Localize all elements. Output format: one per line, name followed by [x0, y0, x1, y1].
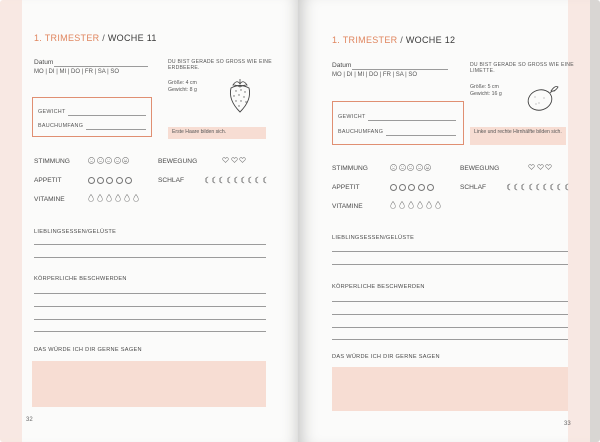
- drop-icon[interactable]: [390, 201, 396, 209]
- heart-icon[interactable]: [545, 164, 552, 170]
- week-label: WOCHE 11: [107, 33, 157, 43]
- moon-icon[interactable]: [218, 176, 224, 184]
- weekday-selector[interactable]: MO | DI | MI | DO | FR | SA | SO: [332, 72, 418, 78]
- writing-line[interactable]: [34, 306, 266, 307]
- writing-line[interactable]: [332, 301, 568, 302]
- message-label: DAS WÜRDE ICH DIR GERNE SAGEN: [34, 347, 142, 353]
- writing-line[interactable]: [332, 339, 568, 340]
- writing-line[interactable]: [332, 251, 568, 252]
- week-label: WOCHE 12: [405, 35, 456, 45]
- rating-circle[interactable]: [106, 177, 113, 184]
- sleep-label: SCHLAF: [158, 177, 185, 184]
- drop-icon[interactable]: [399, 201, 405, 209]
- rating-circle[interactable]: [97, 177, 104, 184]
- face-sad-icon[interactable]: [97, 157, 104, 164]
- movement-label: BEWEGUNG: [158, 158, 198, 165]
- writing-line[interactable]: [34, 244, 266, 245]
- drop-icon[interactable]: [426, 201, 432, 209]
- belly-label: BAUCHUMFANG: [338, 129, 384, 135]
- cravings-label: LIEBLINGSESSEN/GELÜSTE: [332, 235, 415, 241]
- moon-icon[interactable]: [520, 183, 526, 191]
- face-neutral-icon[interactable]: [407, 164, 414, 171]
- heart-icon[interactable]: [231, 157, 238, 163]
- message-box[interactable]: [332, 367, 568, 411]
- moon-icon[interactable]: [240, 176, 246, 184]
- appetite-label: APPETIT: [34, 177, 62, 184]
- rating-circle[interactable]: [390, 184, 397, 191]
- measurements-box: [32, 97, 152, 137]
- page-number: 33: [564, 421, 571, 427]
- size-comparison-text: DU BIST GERADE SO GROSS WIE EINE LIMETTE.: [470, 62, 574, 75]
- drop-icon[interactable]: [97, 194, 103, 202]
- fact-box: Erste Haare bilden sich.: [168, 127, 266, 139]
- date-label: Datum: [34, 59, 54, 66]
- heart-icon[interactable]: [222, 157, 229, 163]
- appetite-rating[interactable]: [88, 177, 134, 184]
- baby-size: Größe: 5 cm: [470, 84, 499, 90]
- size-comparison-text: DU BIST GERADE SO GROSS WIE EINE ERDBEERE.: [168, 59, 272, 72]
- page-heading: [34, 33, 157, 43]
- face-very-sad-icon[interactable]: [88, 157, 95, 164]
- complaints-label: KÖRPERLICHE BESCHWERDEN: [34, 276, 127, 282]
- weekday-selector[interactable]: MO | DI | MI | DO | FR | SA | SO: [34, 69, 120, 75]
- rating-circle[interactable]: [418, 184, 425, 191]
- baby-weight: Gewicht: 8 g: [168, 87, 197, 93]
- sleep-rating[interactable]: [204, 176, 269, 184]
- belly-label: BAUCHUMFANG: [38, 123, 84, 129]
- writing-line[interactable]: [34, 293, 266, 294]
- trimester-label: 1. TRIMESTER: [332, 35, 398, 45]
- left-page-edge-tint: [0, 0, 22, 442]
- cravings-label: LIEBLINGSESSEN/GELÜSTE: [34, 229, 117, 235]
- rating-circle[interactable]: [408, 184, 415, 191]
- moon-icon[interactable]: [513, 183, 519, 191]
- moon-icon[interactable]: [233, 176, 239, 184]
- weight-line[interactable]: [68, 115, 146, 116]
- rating-circle[interactable]: [88, 177, 95, 184]
- vitamins-label: VITAMINE: [332, 203, 363, 210]
- drop-icon[interactable]: [106, 194, 112, 202]
- moon-icon[interactable]: [204, 176, 210, 184]
- vitamins-tracker[interactable]: [390, 201, 444, 209]
- mood-rating[interactable]: [88, 157, 131, 164]
- face-very-happy-icon[interactable]: [424, 164, 431, 171]
- rating-circle[interactable]: [399, 184, 406, 191]
- appetite-rating[interactable]: [390, 184, 436, 191]
- measurements-box: [332, 101, 464, 145]
- moon-icon[interactable]: [262, 176, 268, 184]
- date-line[interactable]: [352, 69, 448, 70]
- weight-label: GEWICHT: [38, 109, 66, 115]
- moon-icon[interactable]: [564, 183, 570, 191]
- belly-line[interactable]: [86, 129, 146, 130]
- movement-rating[interactable]: [528, 164, 554, 170]
- mood-label: STIMMUNG: [332, 165, 368, 172]
- drop-icon[interactable]: [115, 194, 121, 202]
- heart-icon[interactable]: [239, 157, 246, 163]
- moon-icon[interactable]: [211, 176, 217, 184]
- left-page: [0, 0, 298, 442]
- complaints-label: KÖRPERLICHE BESCHWERDEN: [332, 284, 425, 290]
- page-edge: [590, 0, 600, 442]
- movement-label: BEWEGUNG: [460, 165, 500, 172]
- rating-circle[interactable]: [125, 177, 132, 184]
- moon-icon[interactable]: [506, 183, 512, 191]
- weight-label: GEWICHT: [338, 114, 366, 120]
- writing-line[interactable]: [34, 319, 266, 320]
- movement-rating[interactable]: [222, 157, 248, 163]
- face-neutral-icon[interactable]: [105, 157, 112, 164]
- lime-icon: [524, 80, 560, 114]
- baby-size: Größe: 4 cm: [168, 80, 197, 86]
- moon-icon[interactable]: [226, 176, 232, 184]
- mood-label: STIMMUNG: [34, 158, 70, 165]
- face-very-sad-icon[interactable]: [390, 164, 397, 171]
- sleep-label: SCHLAF: [460, 184, 487, 191]
- writing-line[interactable]: [332, 314, 568, 315]
- heading-separator: /: [400, 35, 404, 45]
- face-happy-icon[interactable]: [416, 164, 423, 171]
- writing-line[interactable]: [34, 331, 266, 332]
- face-very-happy-icon[interactable]: [122, 157, 129, 164]
- page-heading: [332, 35, 455, 45]
- page-number: 32: [26, 417, 33, 423]
- moon-icon[interactable]: [528, 183, 534, 191]
- moon-icon[interactable]: [549, 183, 555, 191]
- moon-icon[interactable]: [542, 183, 548, 191]
- rating-circle[interactable]: [116, 177, 123, 184]
- right-page: [298, 0, 600, 442]
- moon-icon[interactable]: [556, 183, 562, 191]
- drop-icon[interactable]: [124, 194, 130, 202]
- date-label: Datum: [332, 62, 352, 69]
- appetite-label: APPETIT: [332, 184, 360, 191]
- drop-icon[interactable]: [88, 194, 94, 202]
- message-box[interactable]: [32, 361, 266, 407]
- belly-line[interactable]: [386, 135, 456, 136]
- strawberry-icon: [225, 76, 255, 114]
- heart-icon[interactable]: [537, 164, 544, 170]
- vitamins-tracker[interactable]: [88, 194, 142, 202]
- drop-icon[interactable]: [133, 194, 139, 202]
- face-sad-icon[interactable]: [399, 164, 406, 171]
- moon-icon[interactable]: [254, 176, 260, 184]
- date-line[interactable]: [54, 66, 148, 67]
- drop-icon[interactable]: [408, 201, 414, 209]
- writing-line[interactable]: [332, 264, 568, 265]
- heading-separator: /: [102, 33, 106, 43]
- writing-line[interactable]: [332, 327, 568, 328]
- mood-rating[interactable]: [390, 164, 433, 171]
- trimester-label: 1. TRIMESTER: [34, 33, 100, 43]
- moon-icon[interactable]: [247, 176, 253, 184]
- sleep-rating[interactable]: [506, 183, 571, 191]
- moon-icon[interactable]: [535, 183, 541, 191]
- writing-line[interactable]: [34, 257, 266, 258]
- message-label: DAS WÜRDE ICH DIR GERNE SAGEN: [332, 354, 440, 360]
- heart-icon[interactable]: [528, 164, 535, 170]
- vitamins-label: VITAMINE: [34, 196, 65, 203]
- drop-icon[interactable]: [435, 201, 441, 209]
- drop-icon[interactable]: [417, 201, 423, 209]
- baby-weight: Gewicht: 16 g: [470, 91, 502, 97]
- rating-circle[interactable]: [427, 184, 434, 191]
- fact-box: Linke und rechte Hirnhälfte bilden sich.: [470, 127, 566, 145]
- weight-line[interactable]: [368, 120, 456, 121]
- face-happy-icon[interactable]: [114, 157, 121, 164]
